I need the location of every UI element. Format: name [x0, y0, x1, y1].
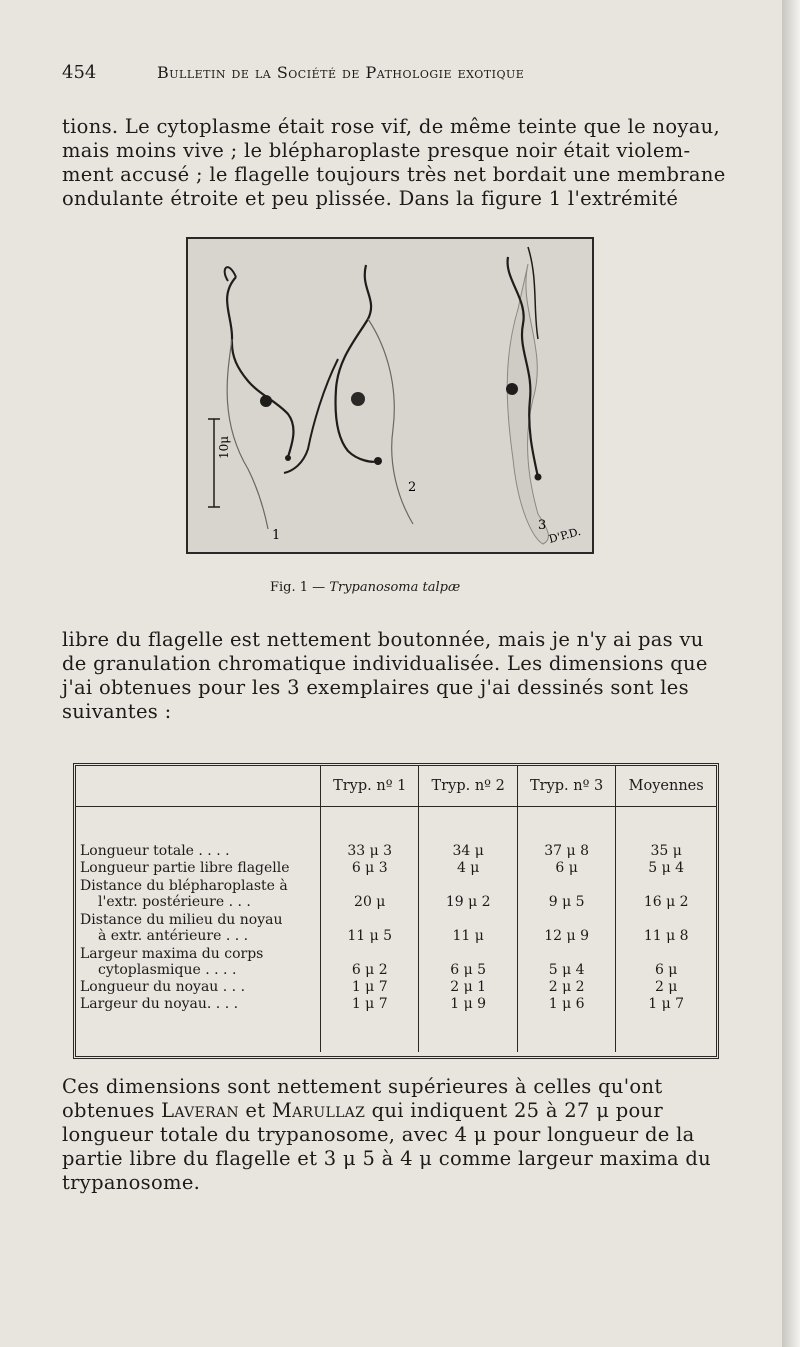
table-row	[76, 876, 716, 910]
row-label-line: l'extr. postérieure . . .	[98, 893, 251, 910]
table-cell: 6 μ 2	[321, 944, 419, 978]
dimensions-table	[73, 763, 719, 1059]
trypanosome-1	[225, 267, 294, 529]
page-header	[62, 62, 722, 92]
table-row	[76, 995, 716, 1012]
text-span: qui indiquent 25 à 27 μ pour	[371, 1099, 663, 1122]
table-cell: 37 μ 8	[517, 807, 615, 859]
table-row	[76, 910, 716, 944]
text-line: j'ai obtenues pour les 3 exemplaires que j'ai dessinés sont les	[62, 676, 689, 699]
table-cell: 11 μ 8	[616, 910, 716, 944]
figure-caption-title: Trypanosoma talpæ	[329, 580, 461, 595]
table-row	[76, 807, 716, 859]
table-cell: 5 μ 4	[616, 859, 716, 876]
figure-label-1: 1	[272, 528, 281, 543]
nucleus-2	[351, 392, 365, 406]
figure-caption-prefix: Fig. 1 —	[270, 580, 326, 595]
table-cell: 6 μ	[517, 859, 615, 876]
figure-trypanosoma	[186, 237, 594, 554]
text-line: mais moins vive ; le blépharoplaste presque noir était violem-	[62, 139, 691, 162]
text-line: tions. Le cytoplasme était rose vif, de même teinte que le noyau,	[62, 115, 720, 138]
table-cell: 19 μ 2	[419, 876, 517, 910]
table-cell: 6 μ 3	[321, 859, 419, 876]
table-row-spacer	[76, 1012, 716, 1052]
text-line: de granulation chromatique individualisée. Les dimensions que	[62, 652, 708, 675]
author-name: Laveran	[161, 1099, 239, 1122]
row-label-line: à extr. antérieure . . .	[98, 927, 249, 944]
table-cell: 33 μ 3	[321, 807, 419, 859]
table-cell: 1 μ 9	[419, 995, 517, 1012]
table-cell: 12 μ 9	[517, 910, 615, 944]
table-cell: 6 μ 5	[419, 944, 517, 978]
dimensions-table-grid	[76, 766, 716, 1052]
table-cell: 34 μ	[419, 807, 517, 859]
table-header-cell	[76, 766, 321, 807]
text-span: et	[245, 1099, 266, 1122]
figure-caption	[270, 580, 610, 595]
figure-label-2: 2	[408, 480, 417, 495]
text-line	[62, 1099, 712, 1123]
table-cell: 2 μ	[616, 978, 716, 995]
paragraph-1	[62, 115, 726, 211]
author-name: Marullaz	[271, 1099, 366, 1122]
table-cell: 2 μ 2	[517, 978, 615, 995]
row-label: Longueur partie libre flagelle	[80, 859, 290, 876]
blepharoplast-2	[374, 457, 382, 465]
row-label	[76, 944, 321, 978]
row-label: Longueur totale . . . .	[80, 842, 230, 859]
table-cell: 35 μ	[616, 807, 716, 859]
row-label: Longueur du noyau . . .	[80, 978, 246, 995]
row-label	[76, 910, 321, 944]
text-line: ment accusé ; le flagelle toujours très net bordait une membrane	[62, 163, 726, 186]
artist-signature: D'P.D.	[547, 524, 583, 546]
table-cell: 20 μ	[321, 876, 419, 910]
table-cell: 4 μ	[419, 859, 517, 876]
scale-bar	[208, 419, 220, 507]
text-line: libre du flagelle est nettement boutonnée, mais je n'y ai pas vu	[62, 628, 704, 651]
row-label-line: cytoplasmique . . . .	[98, 961, 237, 978]
text-span: obtenues	[62, 1099, 155, 1122]
table-row	[76, 944, 716, 978]
table-cell: 5 μ 4	[517, 944, 615, 978]
nucleus-3	[506, 383, 518, 395]
text-line: partie libre du flagelle et 3 μ 5 à 4 μ comme largeur maxima du	[62, 1147, 712, 1170]
table-cell: 16 μ 2	[616, 876, 716, 910]
table-header-cell: Tryp. nº 2	[419, 766, 517, 807]
row-label-line: Distance du blépharoplaste à	[80, 877, 288, 894]
nucleus-1	[260, 395, 272, 407]
page-edge-shadow	[782, 0, 800, 1347]
table-cell: 6 μ	[616, 944, 716, 978]
scale-label: 10μ	[217, 435, 231, 459]
row-label-line: Largeur maxima du corps	[80, 945, 264, 962]
table-cell: 11 μ 5	[321, 910, 419, 944]
table-header-cell: Tryp. nº 3	[517, 766, 615, 807]
row-label: Largeur du noyau. . . .	[80, 995, 239, 1012]
figure-label-3: 3	[538, 518, 547, 533]
table-header-cell: Moyennes	[616, 766, 716, 807]
table-cell: 11 μ	[419, 910, 517, 944]
paragraph-3	[62, 1075, 712, 1195]
row-label-line: Distance du milieu du noyau	[80, 911, 283, 928]
trypanosome-3-body	[507, 264, 548, 544]
table-cell: 1 μ 7	[321, 995, 419, 1012]
text-line: trypanosome.	[62, 1171, 201, 1194]
row-label	[76, 876, 321, 910]
page-number: 454	[62, 62, 97, 83]
table-row	[76, 859, 716, 876]
text-line: ondulante étroite et peu plissée. Dans la figure 1 l'extrémité	[62, 187, 679, 210]
table-header-row	[76, 766, 716, 807]
text-line: Ces dimensions sont nettement supérieures à celles qu'ont	[62, 1075, 663, 1098]
table-row	[76, 978, 716, 995]
paragraph-2	[62, 628, 712, 724]
table-cell: 2 μ 1	[419, 978, 517, 995]
figure-drawing	[188, 239, 592, 552]
text-line: suivantes :	[62, 700, 172, 723]
table-cell: 1 μ 7	[616, 995, 716, 1012]
running-title: Bulletin de la Société de Pathologie exotique	[157, 63, 525, 82]
trypanosome-2	[284, 265, 413, 524]
table-header-cell: Tryp. nº 1	[321, 766, 419, 807]
text-line: longueur totale du trypanosome, avec 4 μ pour longueur de la	[62, 1123, 695, 1146]
table-cell: 9 μ 5	[517, 876, 615, 910]
table-cell: 1 μ 6	[517, 995, 615, 1012]
blepharoplast-3	[535, 474, 542, 481]
table-cell: 1 μ 7	[321, 978, 419, 995]
blepharoplast-1	[285, 455, 291, 461]
